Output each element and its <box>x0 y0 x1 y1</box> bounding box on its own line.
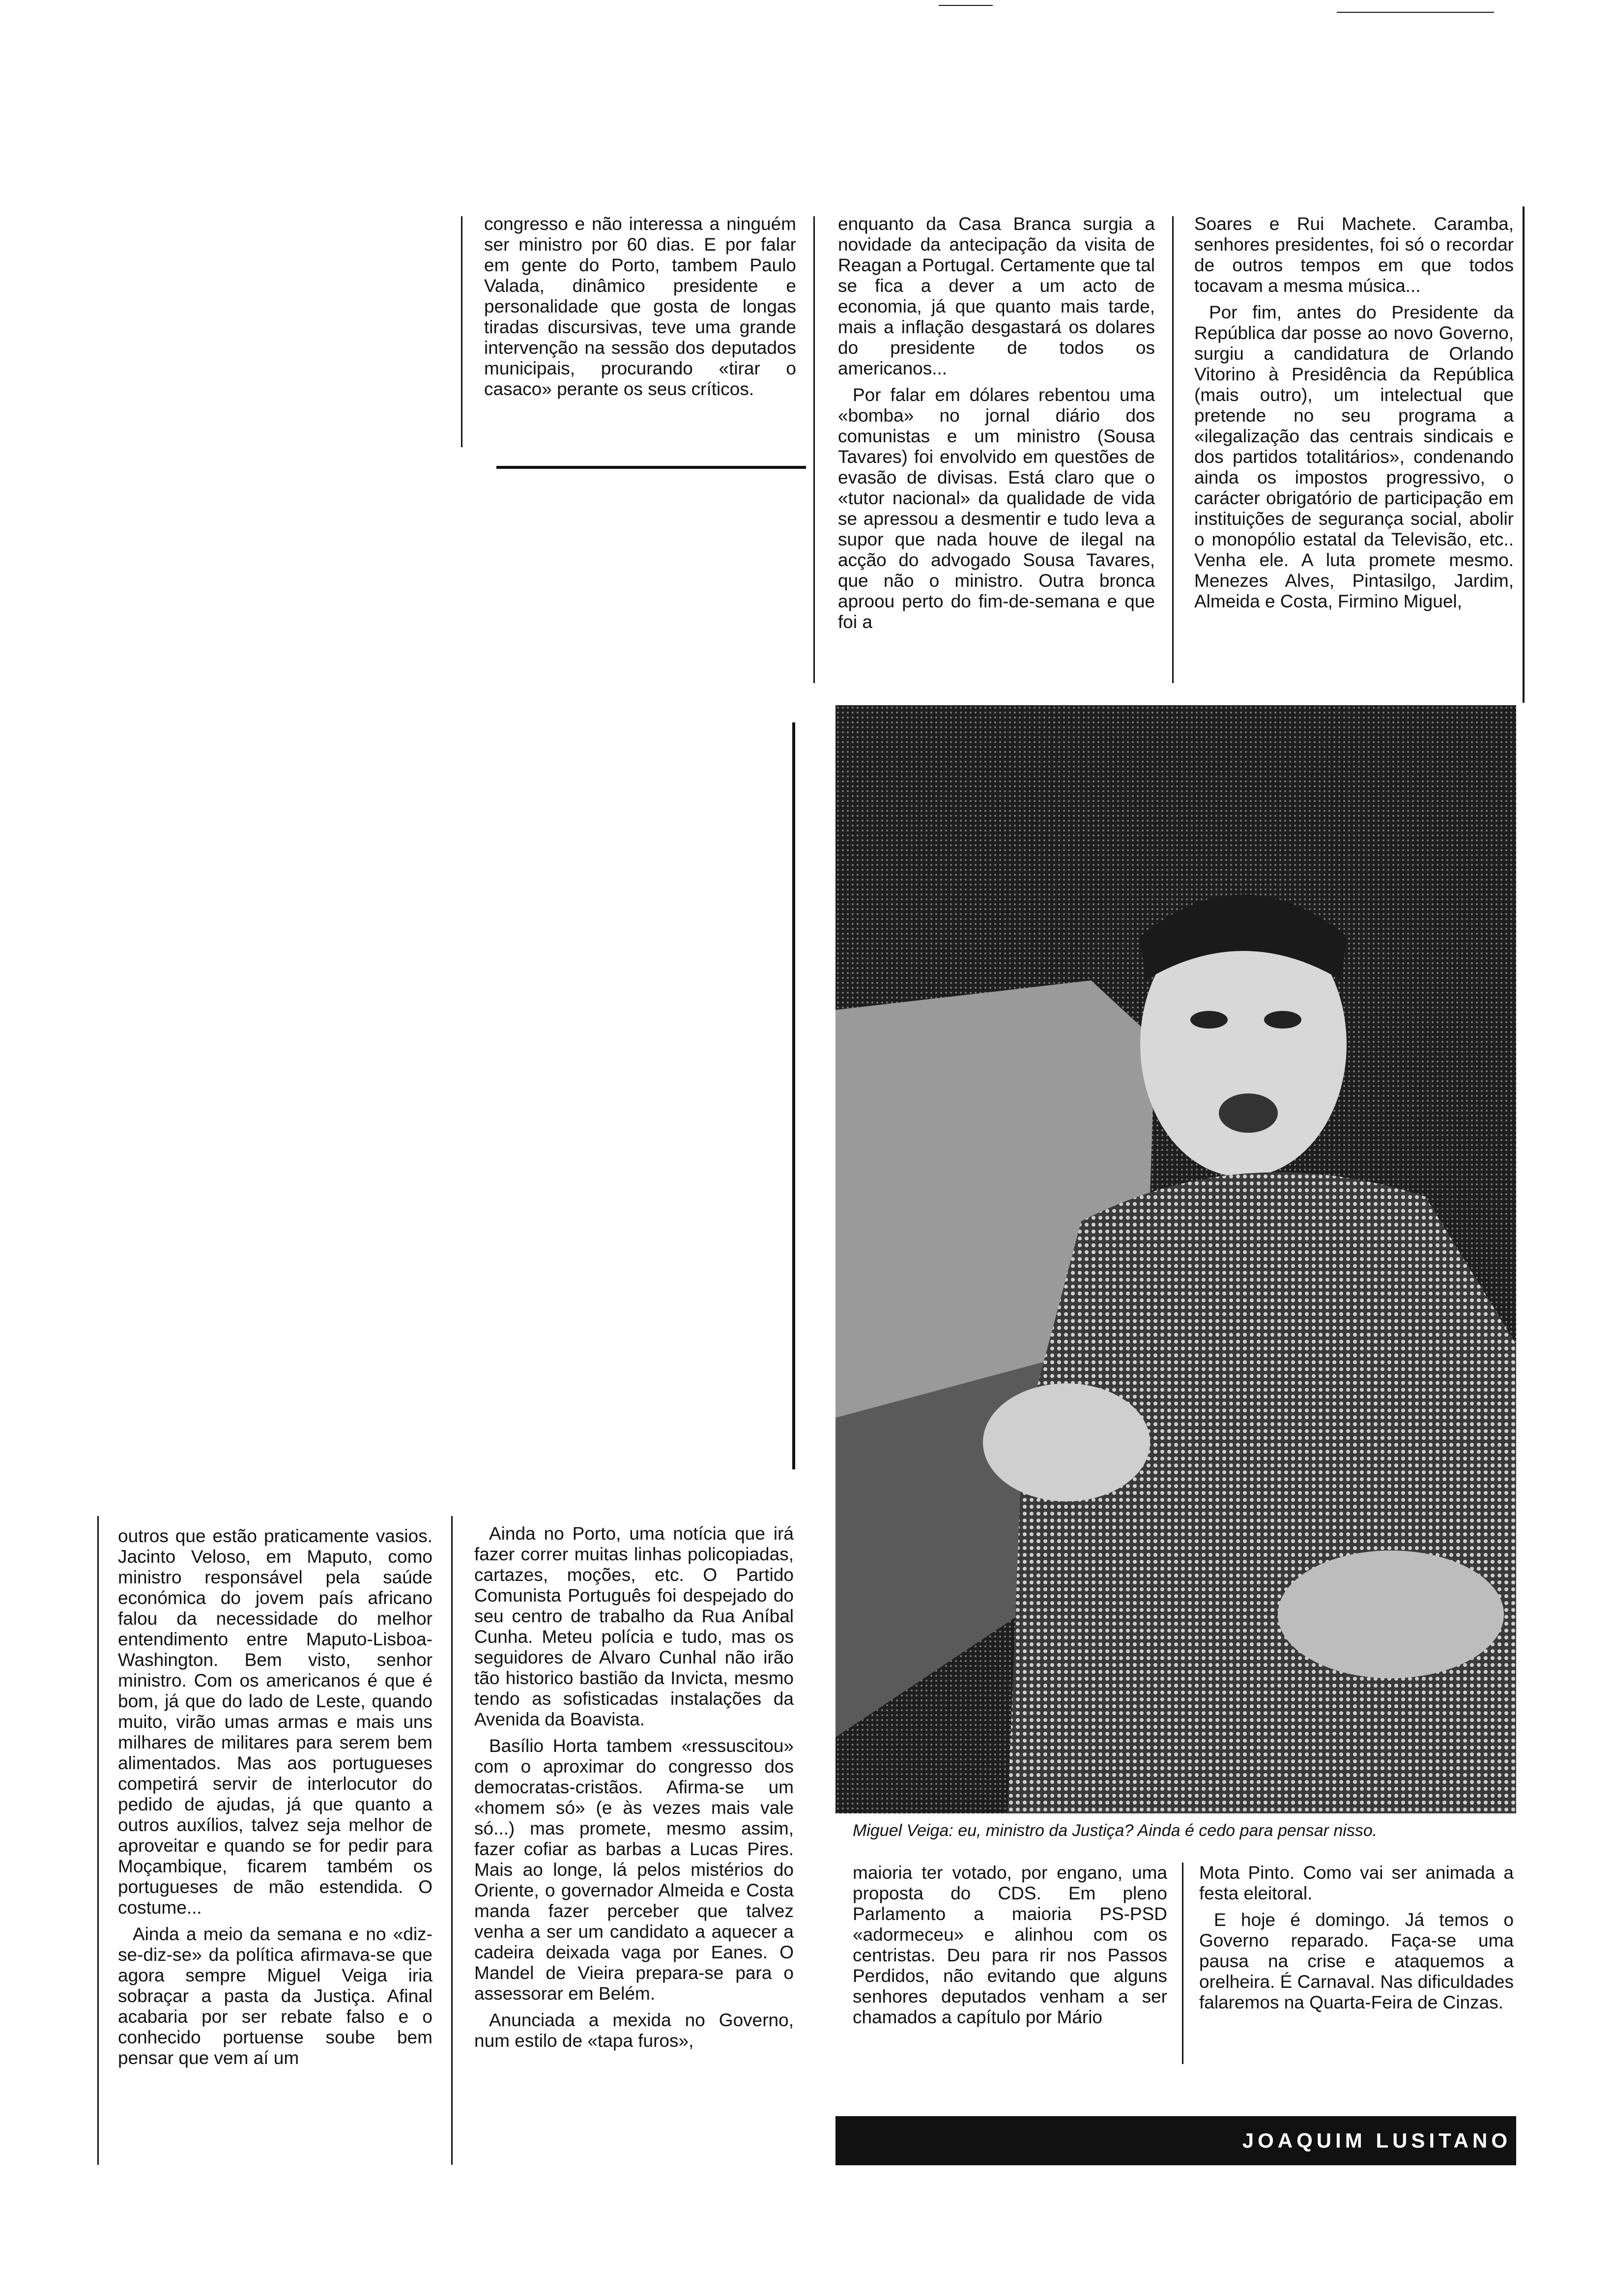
paragraph: Por fim, antes do Presidente da República dar posse ao novo Governo, surgiu a candidatura de Orlando Vitorino à Presidência da República (mais outro), um intelectual que pretende no seu programa a «ilegalização das centrais sindicais e dos partidos totalitários», condenando ainda os impostos progressivo, o carácter obrigatório de participação em instituições de segurança social, abolir o monopólio estatal da Televisão, etc.. Venha ele. A luta promete mesmo. Menezes Alves, Pintasilgo, Jardim, Almeida e Costa, Firmino Miguel, <box>1194 302 1514 611</box>
column-rule <box>1172 216 1174 683</box>
photo-caption: Miguel Veiga: eu, ministro da Justiça? Ainda é cedo para pensar nisso. <box>853 1821 1378 1840</box>
column-top-2 <box>838 214 1155 638</box>
paragraph: Por falar em dólares rebentou uma «bomba» no jornal diário dos comunistas e um ministro (Sousa Tavares) foi envolvido em questões de evasão de divisas. Está claro que o «tutor nacional» da qualidade de vida se apressou a desmentir e tudo leva a supor que nada houve de ilegal na acção do advogado Sousa Tavares, que não o ministro. Outra bronca aproou perto do fim-de-semana e que foi a <box>838 385 1155 632</box>
column-bottom-1 <box>118 1526 432 2074</box>
column-top-1 <box>484 214 796 405</box>
paragraph: outros que estão praticamente vasios. Jacinto Veloso, em Maputo, como ministro responsável pela saúde económica do jovem país africano falou da necessidade do melhor entendimento entre Maputo-Lisboa-Washington. Bem visto, senhor ministro. Com os americanos é que é bom, já que do lado de Leste, quando muito, virão umas armas e mais uns milhares de militares para serem bem alimentados. Mas aos portugueses competirá servir de interlocutor do pedido de ajudas, já que quanto a outros auxílios, talvez seja melhor de aproveitar e quando se for pedir para Moçambique, ficarem também os portugueses de mão estendida. O costume... <box>118 1526 432 1918</box>
top-rule-right <box>1337 12 1494 13</box>
photo-miguel-veiga <box>835 705 1516 1813</box>
column-rule <box>792 722 795 1469</box>
paragraph: Anunciada a mexida no Governo, num estilo de «tapa furos», <box>474 2010 794 2051</box>
portrait-illustration <box>835 705 1516 1813</box>
paragraph: Soares e Rui Machete. Caramba, senhores presidentes, foi só o recordar de outros tempos em que todos tocavam a mesma música... <box>1194 214 1514 296</box>
column-bottom-4 <box>1199 1863 1514 2019</box>
paragraph: Ainda no Porto, uma notícia que irá fazer correr muitas linhas policopiadas, cartazes, moções, etc. O Partido Comunista Português foi despejado do seu centro de trabalho da Rua Aníbal Cunha. Meteu polícia e tudo, mas os seguidores de Alvaro Cunhal não irão tão historico bastião da Invicta, mesmo tendo as sofisticadas instalações da Avenida da Boavista. <box>474 1523 794 1729</box>
paragraph: Ainda a meio da semana e no «diz-se-diz-se» da política afirmava-se que agora sempre Miguel Veiga iria sobraçar a pasta da Justiça. Afinal acabaria por ser rebate falso e o conhecido portuense soube bem pensar que vem aí um <box>118 1924 432 2068</box>
author-byline <box>835 2116 1516 2165</box>
column-rule <box>1523 206 1525 703</box>
paragraph: E hoje é domingo. Já temos o Governo reparado. Faça-se uma pausa na crise e ataquemos a orelheira. É Carnaval. Nas dificuldades falaremos na Quarta-Feira de Cinzas. <box>1199 1910 1514 2012</box>
top-rule-left <box>939 5 993 6</box>
paragraph: Basílio Horta tambem «ressuscitou» com o aproximar do congresso dos democratas-cristãos. Afirma-se um «homem só» (e às vezes mais vale só...) mas promete, mesmo assim, fazer cofiar as barbas a Lucas Pires. Mais ao longe, lá pelos mistérios do Oriente, o governador Almeida e Costa manda fazer perceber que talvez venha a ser um candidato a aquecer a cadeira deixada vaga por Eanes. O Mandel de Vieira prepara-se para o assessorar em Belém. <box>474 1736 794 2004</box>
paragraph: Mota Pinto. Como vai ser animada a festa eleitoral. <box>1199 1863 1514 1903</box>
column-top-3 <box>1194 214 1514 618</box>
column-rule <box>451 1516 453 2165</box>
paragraph: congresso e não interessa a ninguém ser ministro por 60 dias. E por falar em gente do Porto, tambem Paulo Valada, dinâmico presidente e personalidade que gosta de longas tiradas discursivas, teve uma grande intervenção na sessão dos deputados municipais, procurando «tirar o casaco» perante os seus críticos. <box>484 214 796 399</box>
column-rule <box>1182 1863 1183 2064</box>
column-rule <box>461 216 462 447</box>
section-divider-rule <box>496 466 806 469</box>
column-rule <box>97 1516 99 2165</box>
paragraph: enquanto da Casa Branca surgia a novidade da antecipação da visita de Reagan a Portugal. Certamente que tal se fica a dever a um acto de economia, já que quanto mais tarde, mais a inflação desgastará os dolares do presidente de todos os americanos... <box>838 214 1155 378</box>
column-bottom-2 <box>474 1523 794 2057</box>
author-name: JOAQUIM LUSITANO <box>1242 2129 1511 2152</box>
column-rule <box>813 216 815 683</box>
column-bottom-3 <box>853 1863 1167 2034</box>
paragraph: maioria ter votado, por engano, uma proposta do CDS. Em pleno Parlamento a maioria PS-PSD «adormeceu» e alinhou com os centristas. Deu para rir nos Passos Perdidos, não evitando que alguns senhores deputados venham a ser chamados a capítulo por Mário <box>853 1863 1167 2027</box>
